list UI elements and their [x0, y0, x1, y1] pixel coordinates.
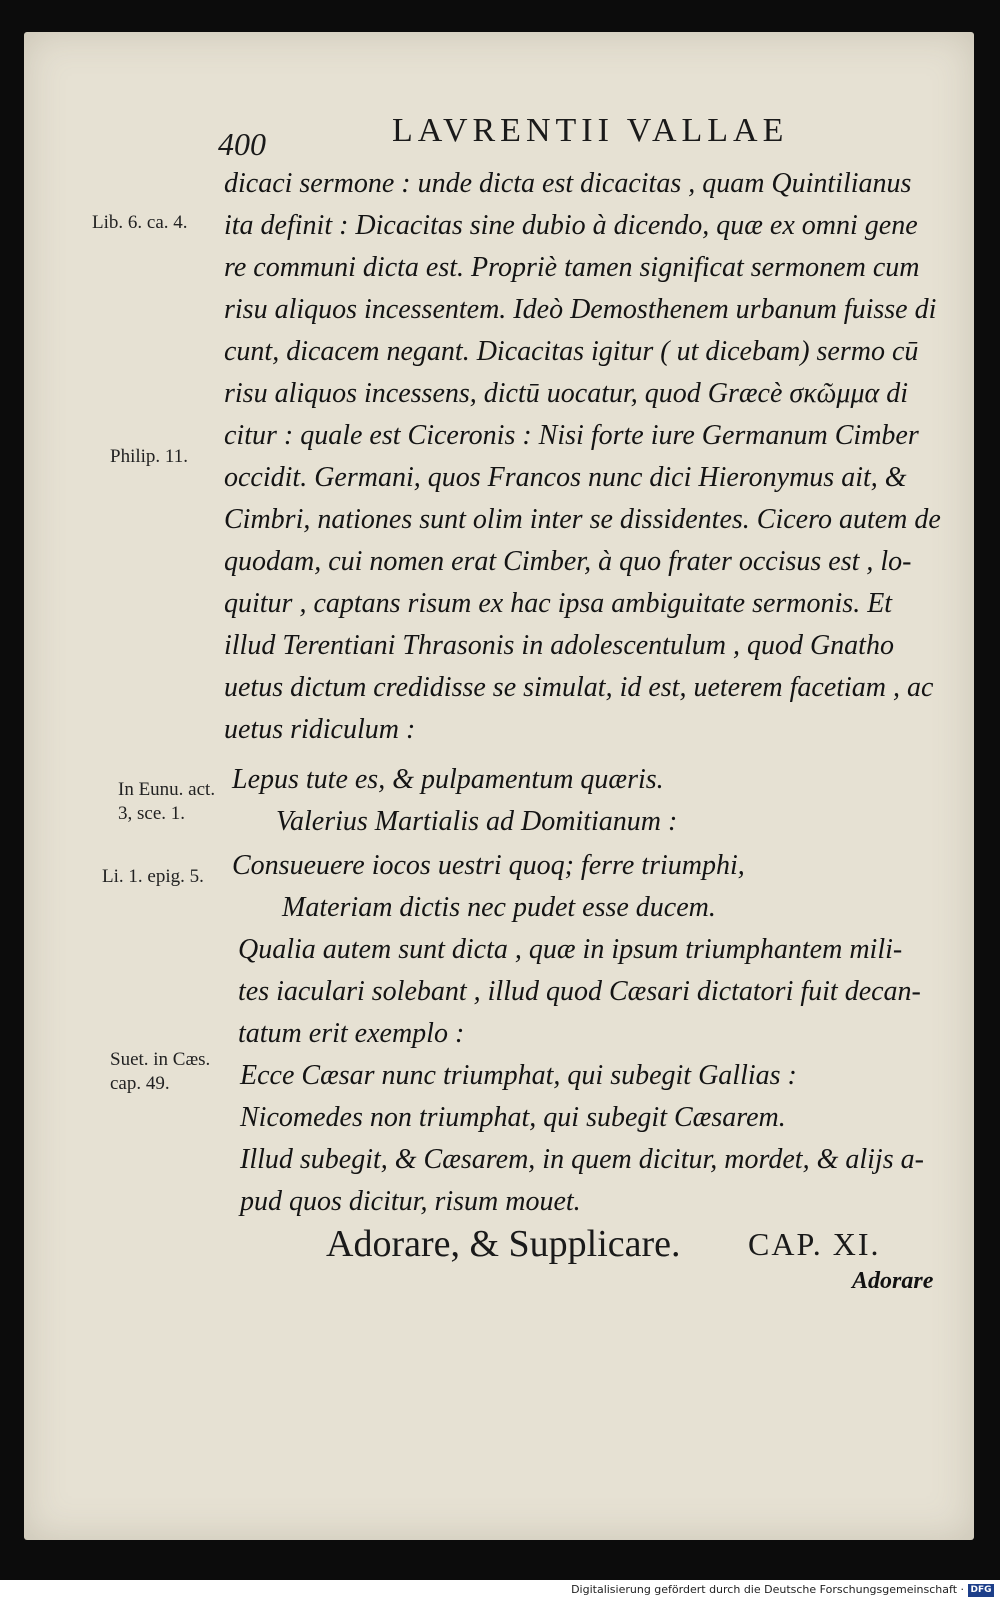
- text-line: tatum erit exemplo :: [238, 1018, 465, 1049]
- dfg-logo: DFG: [968, 1584, 994, 1597]
- verse-line: Ecce Cæsar nunc triumphat, qui subegit Gallias :: [240, 1060, 797, 1091]
- footer-credit: Digitalisierung gefördert durch die Deutsche Forschungsgemeinschaft ·: [571, 1583, 964, 1596]
- text-line: dicaci sermone : unde dicta est dicacitas , quam Quintilianus: [224, 168, 912, 199]
- text-line: Qualia autem sunt dicta , quæ in ipsum triumphantem mili-: [238, 934, 903, 965]
- footer-bar: [0, 1580, 1000, 1602]
- chapter-number: CAP. XI.: [748, 1226, 881, 1262]
- marginal-note: Philip. 11.: [110, 446, 188, 467]
- marginal-note: Suet. in Cæs. cap. 49.: [110, 1049, 211, 1094]
- text-line: risu aliquos incessentem. Ideò Demosthenem urbanum fuisse di: [224, 294, 937, 325]
- text-line: quodam, cui nomen erat Cimber, à quo frater occisus est , lo-: [224, 546, 912, 577]
- marginal-note: Li. 1. epig. 5.: [102, 866, 204, 887]
- text-line: Cimbri, nationes sunt olim inter se dissidentes. Cicero autem de: [224, 504, 941, 535]
- attribution-line: Valerius Martialis ad Domitianum :: [276, 806, 678, 837]
- marginal-note: Lib. 6. ca. 4.: [92, 212, 188, 233]
- text-line: Illud subegit, & Cæsarem, in quem dicitur, mordet, & alijs a-: [240, 1144, 924, 1175]
- text-line: uetus dictum credidisse se simulat, id est, ueterem facetiam , ac: [224, 672, 934, 703]
- text-line: tes iaculari solebant , illud quod Cæsari dictatori fuit decan-: [238, 976, 921, 1007]
- chapter-heading: Adorare, & Supplicare.: [326, 1223, 681, 1265]
- text-line: uetus ridiculum :: [224, 714, 416, 745]
- text-line: ita definit : Dicacitas sine dubio à dicendo, quæ ex omni gene: [224, 210, 918, 241]
- text-line: illud Terentiani Thrasonis in adolescentulum , quod Gnatho: [224, 630, 894, 661]
- text-line: cunt, dicacem negant. Dicacitas igitur ( ut dicebam) sermo cū: [224, 336, 919, 367]
- running-title: LAVRENTII VALLAE: [392, 112, 789, 149]
- verse-line: Consueuere iocos uestri quoq; ferre triumphi,: [232, 850, 745, 881]
- verse-line: Lepus tute es, & pulpamentum quæris.: [232, 764, 664, 795]
- marginal-note: In Eunu. act. 3, sce. 1.: [118, 779, 216, 824]
- text-line: citur : quale est Ciceronis : Nisi forte iure Germanum Cimber: [224, 420, 919, 451]
- text-line: occidit. Germani, quos Francos nunc dici Hieronymus ait, &: [224, 462, 907, 493]
- verse-line: Nicomedes non triumphat, qui subegit Cæsarem.: [240, 1102, 786, 1133]
- page-number: 400: [218, 126, 266, 162]
- text-line: pud quos dicitur, risum mouet.: [240, 1186, 581, 1217]
- catchword: Adorare: [852, 1268, 934, 1294]
- verse-line: Materiam dictis nec pudet esse ducem.: [282, 892, 716, 923]
- text-line: re communi dicta est. Propriè tamen significat sermonem cum: [224, 252, 920, 283]
- text-line: quitur , captans risum ex hac ipsa ambiguitate sermonis. Et: [224, 588, 893, 619]
- text-line: risu aliquos incessens, dictū uocatur, quod Græcè σκῶμμα di: [224, 378, 909, 409]
